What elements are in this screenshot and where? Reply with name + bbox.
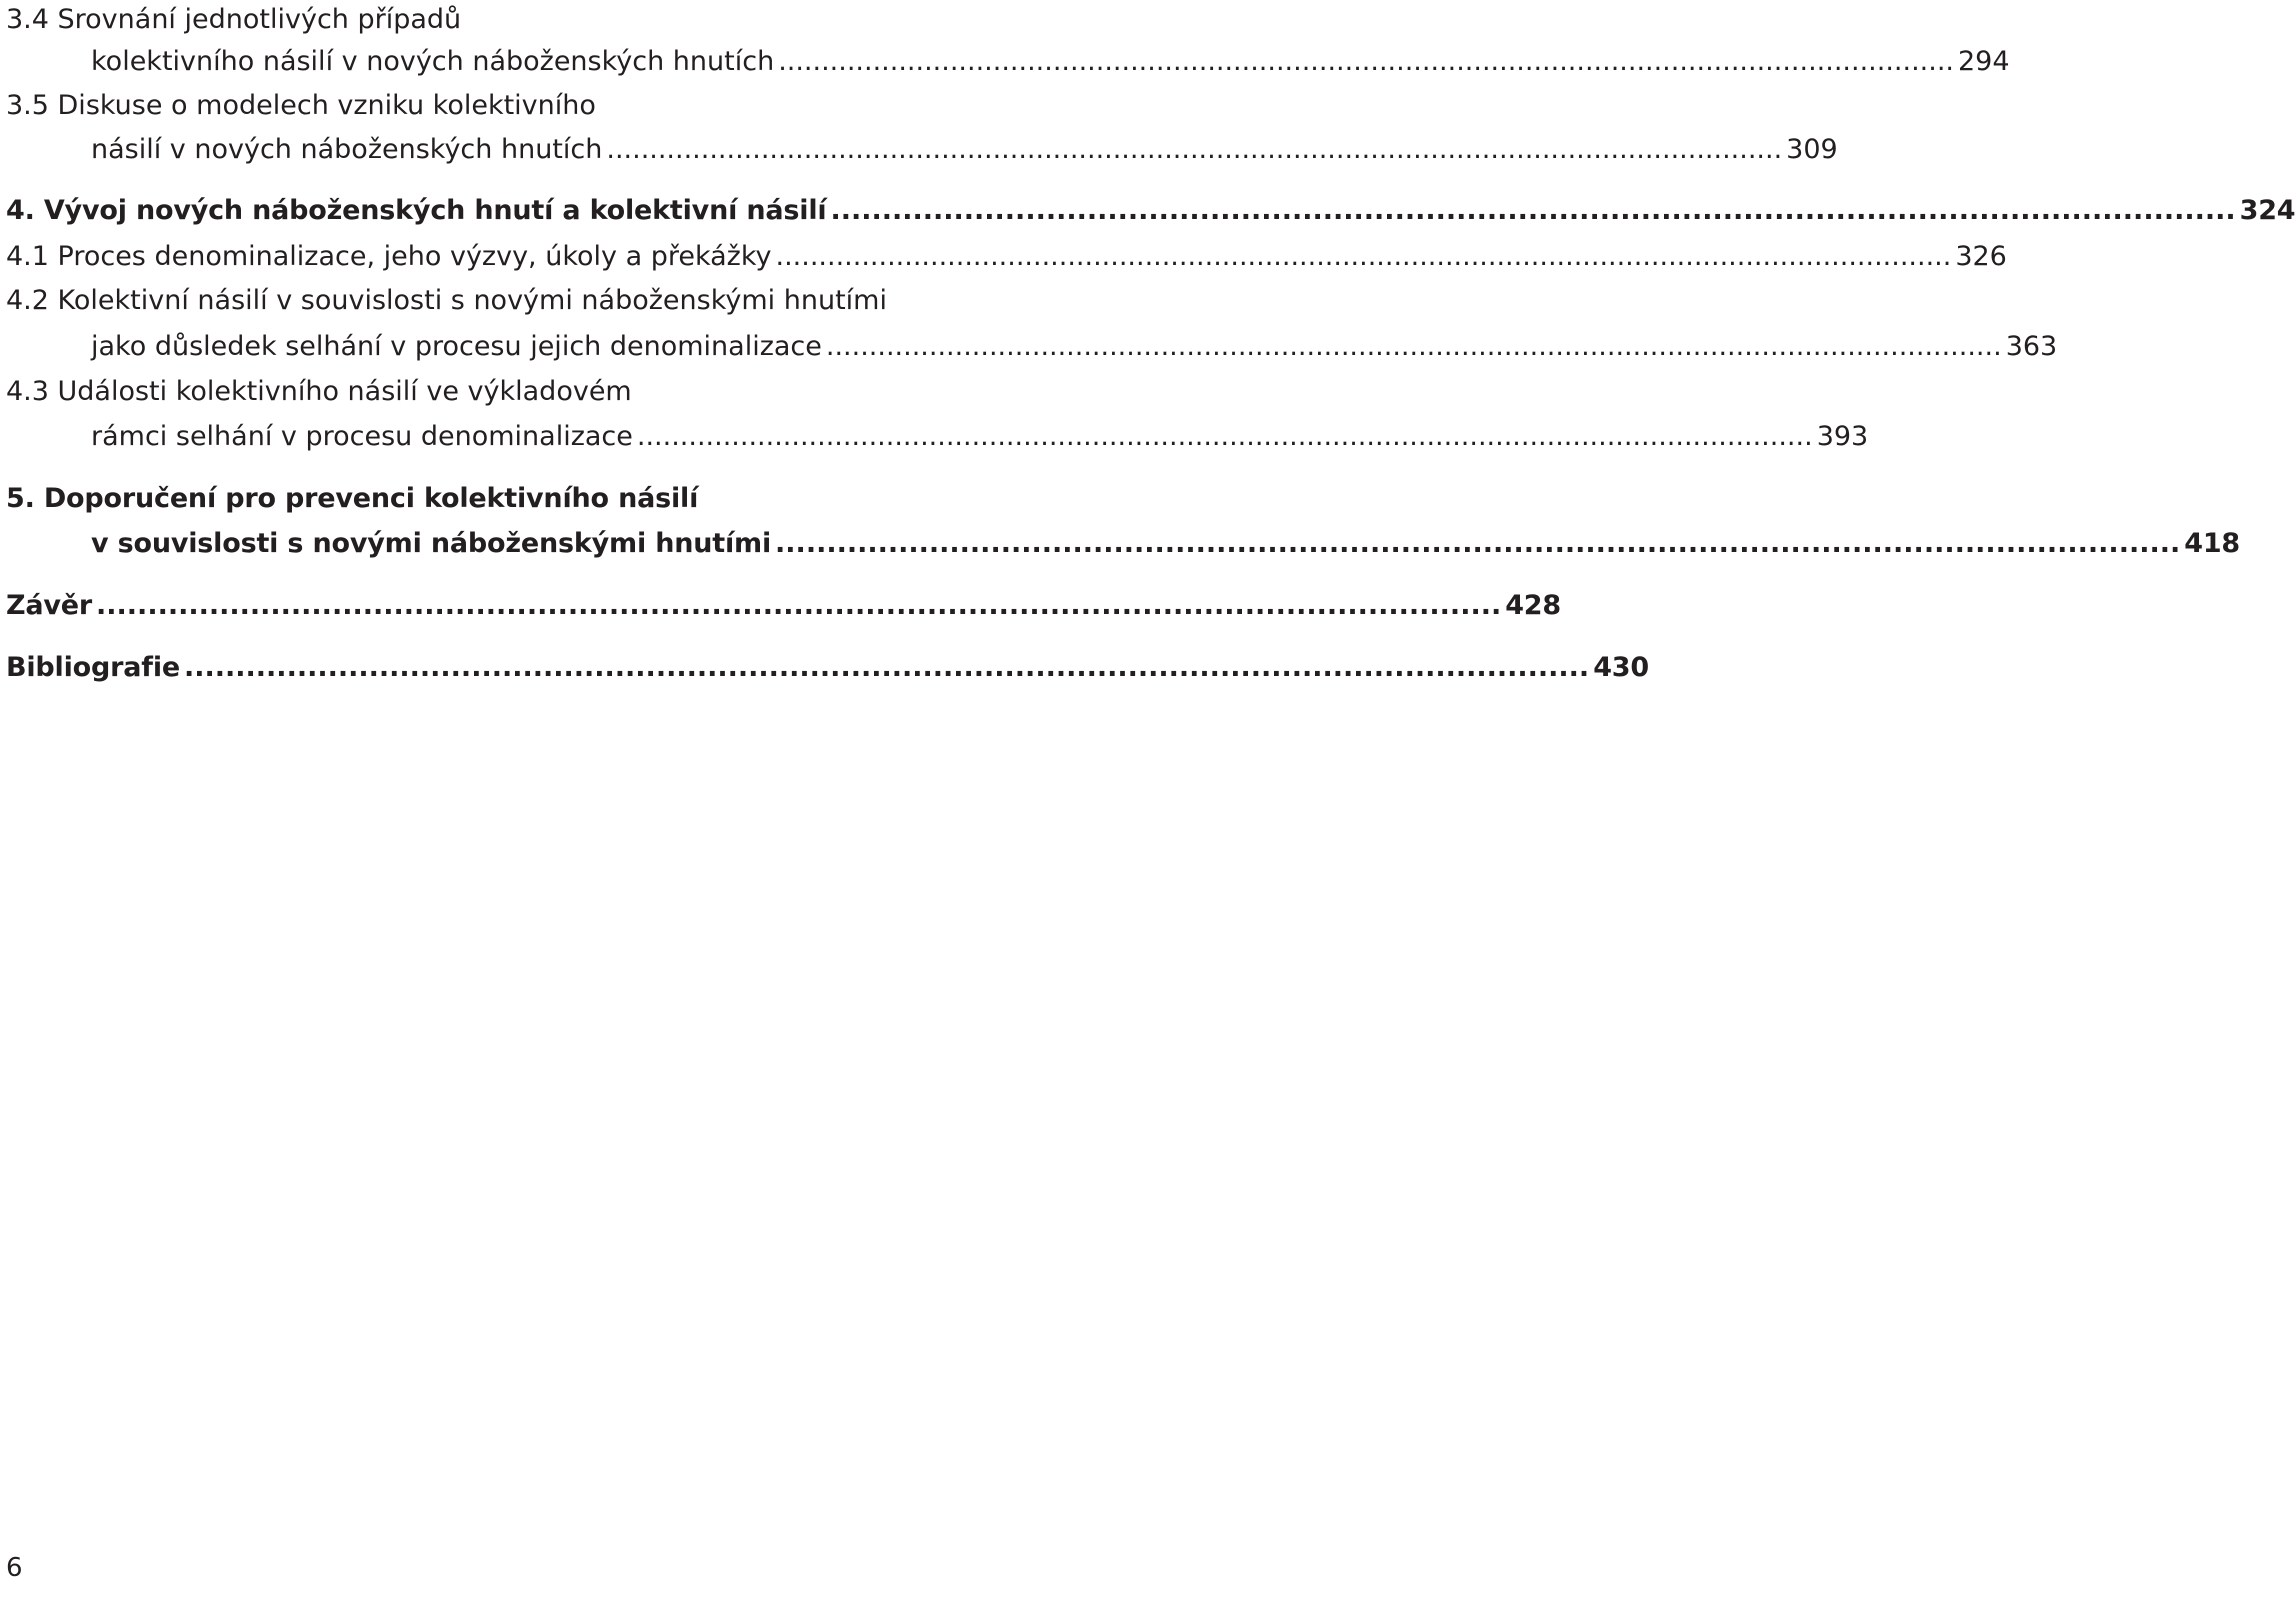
toc-entry-title: 4.1 Proces denominalizace, jeho výzvy, úkoly a překážky — [6, 241, 772, 272]
toc-page-number: 428 — [1505, 590, 1561, 621]
toc-entry-3-5-line1: 3.5 Diskuse o modelech vzniku kolektivního — [6, 90, 596, 121]
toc-chapter-5[interactable] — [91, 524, 2240, 564]
toc-page-number: 326 — [1955, 241, 2007, 272]
toc-entry-4-1[interactable] — [6, 237, 2007, 277]
toc-page-number: 294 — [1958, 46, 2010, 77]
toc-chapter-title: Závěr — [6, 590, 93, 621]
toc-chapter-title: Bibliografie — [6, 652, 180, 683]
leader-dots: ......................................................................................................................................... — [184, 652, 1590, 683]
leader-dots: ......................................................................................................................................... — [775, 241, 1952, 272]
leader-dots: ......................................................................................................................................... — [775, 528, 2181, 559]
toc-page-number: 363 — [2005, 331, 2058, 362]
toc-entry-4-3-line1: 4.3 Události kolektivního násilí ve výkladovém — [6, 376, 632, 407]
toc-chapter-4[interactable] — [6, 191, 2295, 231]
toc-entry-title: jako důsledek selhání v procesu jejich denominalizace — [91, 331, 822, 362]
toc-entry-3-5[interactable] — [91, 130, 1838, 170]
toc-bibliografie[interactable] — [6, 648, 1649, 688]
toc-entry-title: kolektivního násilí v nových náboženských hnutích — [91, 46, 775, 77]
toc-entry-3-4[interactable] — [91, 42, 2010, 82]
toc-chapter-title: 4. Vývoj nových náboženských hnutí a kolektivní násilí — [6, 195, 827, 226]
toc-page-number: 309 — [1786, 134, 1838, 165]
toc-entry-4-2-line1: 4.2 Kolektivní násilí v souvislosti s novými náboženskými hnutími — [6, 285, 887, 316]
toc-zaver[interactable] — [6, 586, 1561, 626]
leader-dots: ......................................................................................................................................... — [636, 421, 1813, 452]
toc-page-number: 430 — [1593, 652, 1649, 683]
leader-dots: ......................................................................................................................................... — [778, 46, 1954, 77]
toc-chapter-title: v souvislosti s novými náboženskými hnutími — [91, 528, 772, 559]
leader-dots: ......................................................................................................................................... — [96, 590, 1502, 621]
toc-entry-3-4-line1: 3.4 Srovnání jednotlivých případů — [6, 4, 462, 35]
leader-dots: ......................................................................................................................................... — [606, 134, 1783, 165]
toc-entry-title: rámci selhání v procesu denominalizace — [91, 421, 633, 452]
toc-entry-4-2[interactable] — [91, 327, 2058, 367]
page-folio: 6 — [6, 1553, 23, 1583]
leader-dots: ......................................................................................................................................... — [825, 331, 2002, 362]
leader-dots: ......................................................................................................................................... — [830, 195, 2236, 226]
toc-page-number: 393 — [1816, 421, 1869, 452]
toc-entry-4-3[interactable] — [91, 417, 1869, 457]
toc-chapter-5-line1: 5. Doporučení pro prevenci kolektivního násilí — [6, 483, 699, 514]
toc-page-number: 418 — [2184, 528, 2240, 559]
toc-page-number: 324 — [2239, 195, 2295, 226]
toc-entry-title: násilí v nových náboženských hnutích — [91, 134, 603, 165]
